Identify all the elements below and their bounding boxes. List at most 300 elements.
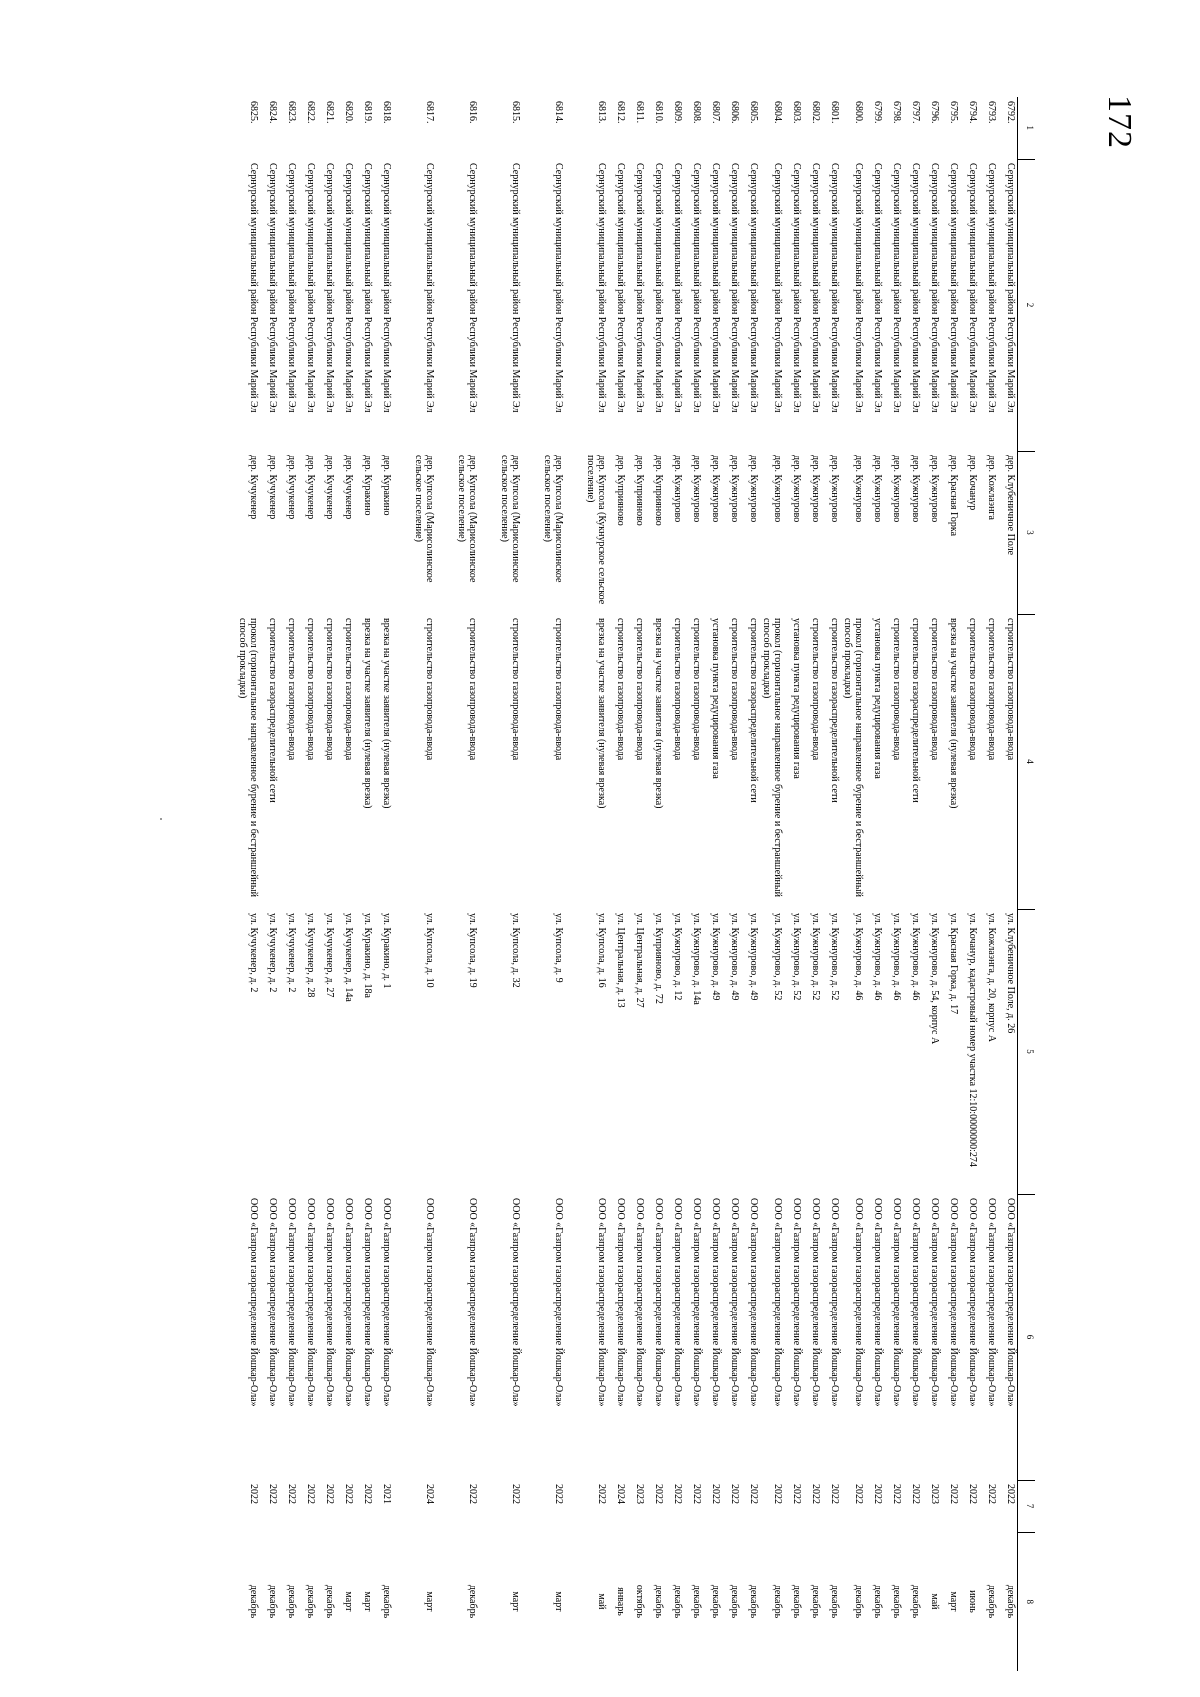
gasification-schedule-table [236,97,1035,1671]
district-cell: Сернурский муниципальный район Республики Марий Эл [343,163,354,413]
table-row [608,97,627,1671]
organization-cell: ООО «Газпром газораспределение Йошкар-Ола» [634,1198,645,1407]
year-cell: 2022 [948,1484,959,1504]
work-type-cell: строительство газораспределительной сети [910,618,921,803]
organization-cell: ООО «Газпром газораспределение Йошкар-Ола» [1005,1198,1016,1407]
table-row [298,97,317,1671]
row-number: 6819. [362,101,373,124]
settlement-cell: дер. Кужнурово [872,455,883,523]
organization-cell: ООО «Газпром газораспределение Йошкар-Ола» [553,1198,564,1407]
work-type-cell: прокол (горизонтальное направленное бурение и бестраншейный способ прокладки) [761,618,783,897]
table-row [565,97,608,1671]
settlement-cell: дер. Кужнурово [829,455,840,523]
year-cell: 2023 [634,1484,645,1504]
settlement-cell: дер. Кужнурово [672,455,683,523]
settlement-cell: дер. Куракино [381,455,392,516]
address-cell: ул. Куприяново, д. 72 [653,913,664,1004]
row-number: 6805. [748,101,759,124]
district-cell: Сернурский муниципальный район Республики Марий Эл [324,163,335,413]
work-type-cell: строительство газопровода-ввода [305,618,316,761]
row-number: 6814. [553,101,564,124]
organization-cell: ООО «Газпром газораспределение Йошкар-Ола» [948,1198,959,1407]
address-cell: ул. Кужнурово, д. 12 [672,913,683,1001]
work-type-cell: установка пункта редуцирования газа [791,618,802,779]
month-cell: декабрь [872,1584,883,1619]
month-cell: декабрь [829,1584,840,1619]
address-cell: ул. Кожлаэнга, д. 20, корпус А [986,913,997,1042]
work-type-cell: строительство газопровода-ввода [986,618,997,761]
table-row [236,97,260,1671]
year-cell: 2022 [553,1484,564,1504]
year-cell: 2022 [467,1484,478,1504]
address-cell: ул. Кучукенер, д. 2 [248,913,259,993]
month-cell: декабрь [467,1584,478,1619]
settlement-cell: дер. Кужнурово [810,455,821,523]
address-cell: ул. Центральная, д. 27 [634,913,645,1008]
row-number: 6808. [691,101,702,124]
table-row [355,97,374,1671]
organization-cell: ООО «Газпром газораспределение Йошкар-Ола» [362,1198,373,1407]
year-cell: 2022 [729,1484,740,1504]
month-cell: декабрь [381,1584,392,1619]
district-cell: Сернурский муниципальный район Республики Марий Эл [791,163,802,413]
address-cell: ул. Красная Горка, д. 17 [948,913,959,1015]
row-number: 6811. [634,101,645,124]
row-number: 6806. [729,101,740,124]
district-cell: Сернурский муниципальный район Республики Марий Эл [467,163,478,413]
year-cell: 2022 [748,1484,759,1504]
table-row [941,97,960,1671]
table-row [741,97,760,1671]
year-cell: 2022 [362,1484,373,1504]
organization-cell: ООО «Газпром газораспределение Йошкар-Ола» [829,1198,840,1407]
settlement-cell: дер. Красная Горка [948,455,959,537]
district-cell: Сернурский муниципальный район Республики Марий Эл [248,163,259,413]
row-number: 6798. [891,101,902,124]
district-cell: Сернурский муниципальный район Республики Марий Эл [772,163,783,413]
work-type-cell: врезка на участке заявителя (нулевая врезка) [596,618,607,809]
district-cell: Сернурский муниципальный район Республики Марий Эл [691,163,702,413]
organization-cell: ООО «Газпром газораспределение Йошкар-Ола» [929,1198,940,1407]
settlement-cell: дер. Кужнурово [772,455,783,523]
address-cell: ул. Кужнурово, д. 49 [748,913,759,1001]
district-cell: Сернурский муниципальный район Республики Марий Эл [424,163,435,413]
settlement-cell: дер. Кучукенер [286,455,297,520]
settlement-cell: дер. Кужнурово [853,455,864,523]
district-cell: Сернурский муниципальный район Республики Марий Эл [948,163,959,413]
month-cell: декабрь [672,1584,683,1619]
table-row [998,97,1018,1671]
organization-cell: ООО «Газпром газораспределение Йошкар-Ола» [615,1198,626,1407]
district-cell: Сернурский муниципальный район Республики Марий Эл [853,163,864,413]
organization-cell: ООО «Газпром газораспределение Йошкар-Ола» [467,1198,478,1407]
month-cell: июнь [967,1590,978,1613]
district-cell: Сернурский муниципальный район Республики Марий Эл [634,163,645,413]
organization-cell: ООО «Газпром газораспределение Йошкар-Ола» [424,1198,435,1407]
table-row [841,97,865,1671]
month-cell: март [362,1591,373,1612]
row-number: 6823. [286,101,297,124]
work-type-cell: строительство газопровода-ввода [553,618,564,761]
table-row [393,97,436,1671]
month-cell: май [596,1593,607,1610]
settlement-cell: дер. Кочанур [967,455,978,511]
table-row [922,97,941,1671]
month-cell: декабрь [710,1584,721,1619]
month-cell: март [510,1591,521,1612]
work-type-cell: прокол (горизонтальное направленное бурение и бестраншейный способ прокладки) [842,618,864,897]
district-cell: Сернурский муниципальный район Республики Марий Эл [1005,163,1016,413]
table-row [722,97,741,1671]
district-cell: Сернурский муниципальный район Республики Марий Эл [615,163,626,413]
row-number: 6809. [672,101,683,124]
address-cell: ул. Купсола, д. 16 [596,913,607,988]
address-cell: ул. Кучукенер, д. 14а [343,913,354,1002]
row-number: 6810. [653,101,664,124]
work-type-cell: строительство газораспределительной сети [748,618,759,803]
work-type-cell: строительство газопровода-ввода [691,618,702,761]
work-type-cell: установка пункта редуцирования газа [710,618,721,779]
address-cell: ул. Кужнурово, д. 52 [791,913,802,1001]
address-cell: ул. Кужнурово, д. 46 [853,913,864,1001]
table-row [436,97,479,1671]
work-type-cell: строительство газопровода-ввода [615,618,626,761]
table-row [903,97,922,1671]
row-number: 6821. [324,101,335,124]
address-cell: ул. Купсола, д. 32 [510,913,521,988]
month-cell: декабрь [772,1584,783,1619]
year-cell: 2022 [710,1484,721,1504]
settlement-cell: дер. Кужнурово [791,455,802,523]
settlement-cell: дер. Кучукенер [305,455,316,520]
address-cell: ул. Кучукенер, д. 2 [286,913,297,993]
work-type-cell: строительство газопровода-ввода [286,618,297,761]
month-cell: декабрь [305,1584,316,1619]
district-cell: Сернурский муниципальный район Республики Марий Эл [967,163,978,413]
address-cell: ул. Куракино, д. 18а [362,913,373,998]
work-type-cell: строительство газопровода-ввода [672,618,683,761]
row-number: 6813. [596,101,607,124]
settlement-cell: дер. Кожлаэнга [986,455,997,520]
district-cell: Сернурский муниципальный район Республики Марий Эл [362,163,373,413]
row-number: 6792. [1005,101,1016,124]
year-cell: 2021 [381,1484,392,1504]
address-cell: ул. Кужнурово, д. 52 [772,913,783,1001]
work-type-cell: строительство газопровода-ввода [324,618,335,761]
month-cell: декабрь [691,1584,702,1619]
table-row [884,97,903,1671]
row-number: 6822. [305,101,316,124]
organization-cell: ООО «Газпром газораспределение Йошкар-Ола» [791,1198,802,1407]
table-header-row [1018,97,1036,1671]
address-cell: ул. Кужнурово, д. 49 [710,913,721,1001]
row-number: 6803. [791,101,802,124]
table-row [627,97,646,1671]
table-row [522,97,565,1671]
table-row [479,97,522,1671]
settlement-cell: дер. Купсола (Марисолинское сельское поселение) [413,455,435,583]
table-row [979,97,998,1671]
address-cell: ул. Купсола, д. 10 [424,913,435,988]
work-type-cell: строительство газопровода-ввода [729,618,740,761]
table-row [279,97,298,1671]
year-cell: 2022 [267,1484,278,1504]
month-cell: декабрь [910,1584,921,1619]
header-cell: 1 [1018,97,1036,159]
organization-cell: ООО «Газпром газораспределение Йошкар-Ола» [286,1198,297,1407]
month-cell: октябрь [634,1584,645,1619]
address-cell: ул. Кужнурово, д. 52 [810,913,821,1001]
year-cell: 2022 [324,1484,335,1504]
month-cell: декабрь [729,1584,740,1619]
row-number: 6816. [467,101,478,124]
settlement-cell: дер. Купсола (Кукнурское сельское поселение) [585,455,607,605]
year-cell: 2022 [1005,1484,1016,1504]
year-cell: 2022 [691,1484,702,1504]
district-cell: Сернурский муниципальный район Республики Марий Эл [748,163,759,413]
organization-cell: ООО «Газпром газораспределение Йошкар-Ола» [672,1198,683,1407]
row-number: 6824. [267,101,278,124]
year-cell: 2022 [772,1484,783,1504]
row-number: 6801. [829,101,840,124]
work-type-cell: строительство газопровода-ввода [343,618,354,761]
address-cell: ул. Куракино, д. 1 [381,913,392,989]
month-cell: декабрь [286,1584,297,1619]
work-type-cell: строительство газопровода-ввода [1005,618,1016,761]
settlement-cell: дер. Кужнурово [748,455,759,523]
settlement-cell: дер. Кужнурово [691,455,702,523]
settlement-cell: дер. Куракино [362,455,373,516]
year-cell: 2023 [929,1484,940,1504]
organization-cell: ООО «Газпром газораспределение Йошкар-Ола» [910,1198,921,1407]
organization-cell: ООО «Газпром газораспределение Йошкар-Ола» [772,1198,783,1407]
settlement-cell: дер. Кучукенер [343,455,354,520]
work-type-cell: строительство газопровода-ввода [424,618,435,761]
address-cell: ул. Кужнурово, д. 14а [691,913,702,1005]
table-row [960,97,979,1671]
settlement-cell: дер. Куприяново [615,455,626,526]
month-cell: декабрь [748,1584,759,1619]
work-type-cell: строительство газопровода-ввода [510,618,521,761]
settlement-cell: дер. Кужнурово [729,455,740,523]
month-cell: март [424,1591,435,1612]
row-number: 6817. [424,101,435,124]
row-number: 6825. [248,101,259,124]
month-cell: декабрь [791,1584,802,1619]
address-cell: ул. Кужнурово, д. 46 [872,913,883,1001]
table-row [703,97,722,1671]
year-cell: 2022 [967,1484,978,1504]
table-row [646,97,665,1671]
organization-cell: ООО «Газпром газораспределение Йошкар-Ола» [343,1198,354,1407]
row-number: 6797. [910,101,921,124]
organization-cell: ООО «Газпром газораспределение Йошкар-Ола» [381,1198,392,1407]
settlement-cell: дер. Купсола (Марисолинское сельское поселение) [542,455,564,583]
year-cell: 2024 [424,1484,435,1504]
table-row [684,97,703,1671]
work-type-cell: строительство газопровода-ввода [467,618,478,761]
header-cell: 6 [1018,1194,1036,1480]
work-type-cell: строительство газопровода-ввода [967,618,978,761]
year-cell: 2024 [615,1484,626,1504]
work-type-cell: строительство газораспределительной сети [829,618,840,803]
table-row [822,97,841,1671]
settlement-cell: дер. Купсола (Марисолинское сельское поселение) [499,455,521,583]
month-cell: декабрь [267,1584,278,1619]
year-cell: 2022 [286,1484,297,1504]
settlement-cell: дер. Клубеничное Поле [1005,455,1016,556]
header-cell: 2 [1018,159,1036,451]
district-cell: Сернурский муниципальный район Республики Марий Эл [729,163,740,413]
table-row [336,97,355,1671]
table-row [260,97,279,1671]
organization-cell: ООО «Газпром газораспределение Йошкар-Ола» [267,1198,278,1407]
month-cell: декабрь [248,1584,259,1619]
organization-cell: ООО «Газпром газораспределение Йошкар-Ола» [510,1198,521,1407]
address-cell: ул. Кужнурово, д. 46 [910,913,921,1001]
settlement-cell: дер. Кучукенер [267,455,278,520]
month-cell: декабрь [324,1584,335,1619]
row-number: 6799. [872,101,883,124]
district-cell: Сернурский муниципальный район Республики Марий Эл [910,163,921,413]
work-type-cell: установка пункта редуцирования газа [872,618,883,779]
address-cell: ул. Кучукенер, д. 28 [305,913,316,998]
settlement-cell: дер. Кучукенер [248,455,259,520]
address-cell: ул. Центральная, д. 13 [615,913,626,1008]
address-cell: ул. Кучукенер, д. 2 [267,913,278,993]
table-row [784,97,803,1671]
table-row [760,97,784,1671]
table-row [803,97,822,1671]
settlement-cell: дер. Куприяново [634,455,645,526]
row-number: 6812. [615,101,626,124]
district-cell: Сернурский муниципальный район Республики Марий Эл [267,163,278,413]
settlement-cell: дер. Купсола (Марисолинское сельское поселение) [456,455,478,583]
address-cell: ул. Клубеничное Поле, д. 26 [1005,913,1016,1034]
district-cell: Сернурский муниципальный район Республики Марий Эл [596,163,607,413]
month-cell: декабрь [653,1584,664,1619]
settlement-cell: дер. Кужнурово [710,455,721,523]
table-body [236,97,1018,1671]
year-cell: 2022 [829,1484,840,1504]
row-number: 6820. [343,101,354,124]
header-cell: 7 [1018,1480,1036,1532]
organization-cell: ООО «Газпром газораспределение Йошкар-Ола» [324,1198,335,1407]
year-cell: 2022 [810,1484,821,1504]
work-type-cell: строительство газопровода-ввода [810,618,821,761]
address-cell: ул. Кужнурово, д. 49 [729,913,740,1001]
month-cell: май [929,1593,940,1610]
work-type-cell: врезка на участке заявителя (нулевая врезка) [381,618,392,809]
district-cell: Сернурский муниципальный район Республики Марий Эл [286,163,297,413]
organization-cell: ООО «Газпром газораспределение Йошкар-Ола» [305,1198,316,1407]
row-number: 6802. [810,101,821,124]
district-cell: Сернурский муниципальный район Республики Марий Эл [510,163,521,413]
year-cell: 2022 [853,1484,864,1504]
month-cell: март [948,1591,959,1612]
row-number: 6815. [510,101,521,124]
year-cell: 2022 [986,1484,997,1504]
district-cell: Сернурский муниципальный район Республики Марий Эл [653,163,664,413]
month-cell: декабрь [986,1584,997,1619]
address-cell: ул. Кужнурово, д. 46 [891,913,902,1001]
district-cell: Сернурский муниципальный район Республики Марий Эл [810,163,821,413]
settlement-cell: дер. Кучукенер [324,455,335,520]
work-type-cell: прокол (горизонтальное направленное бурение и бестраншейный способ прокладки) [237,618,259,897]
district-cell: Сернурский муниципальный район Республики Марий Эл [929,163,940,413]
year-cell: 2022 [672,1484,683,1504]
rotated-table-area [193,97,1035,1671]
year-cell: 2022 [910,1484,921,1504]
district-cell: Сернурский муниципальный район Республики Марий Эл [872,163,883,413]
year-cell: 2022 [891,1484,902,1504]
year-cell: 2022 [653,1484,664,1504]
work-type-cell: строительство газораспределительной сети [267,618,278,803]
district-cell: Сернурский муниципальный район Республики Марий Эл [829,163,840,413]
organization-cell: ООО «Газпром газораспределение Йошкар-Ола» [891,1198,902,1407]
header-cell: 5 [1018,909,1036,1194]
organization-cell: ООО «Газпром газораспределение Йошкар-Ола» [967,1198,978,1407]
row-number: 6796. [929,101,940,124]
work-type-cell: строительство газопровода-ввода [891,618,902,761]
settlement-cell: дер. Кужнурово [891,455,902,523]
address-cell: ул. Купсола, д. 19 [467,913,478,988]
district-cell: Сернурский муниципальный район Республики Марий Эл [891,163,902,413]
year-cell: 2022 [872,1484,883,1504]
row-number: 6795. [948,101,959,124]
organization-cell: ООО «Газпром газораспределение Йошкар-Ола» [653,1198,664,1407]
year-cell: 2022 [343,1484,354,1504]
settlement-cell: дер. Кужнурово [929,455,940,523]
district-cell: Сернурский муниципальный район Республики Марий Эл [381,163,392,413]
organization-cell: ООО «Газпром газораспределение Йошкар-Ола» [986,1198,997,1407]
header-cell: 4 [1018,614,1036,909]
organization-cell: ООО «Газпром газораспределение Йошкар-Ола» [872,1198,883,1407]
year-cell: 2022 [248,1484,259,1504]
month-cell: январь [615,1587,626,1616]
work-type-cell: строительство газопровода-ввода [634,618,645,761]
district-cell: Сернурский муниципальный район Республики Марий Эл [553,163,564,413]
table-row [317,97,336,1671]
row-number: 6800. [853,101,864,124]
address-cell: ул. Кужнурово, д. 54, корпус А [929,913,940,1045]
address-cell: ул. Кочанур, кадастровый номер участка 12:10:0000000:274 [967,913,978,1167]
month-cell: декабрь [810,1584,821,1619]
organization-cell: ООО «Газпром газораспределение Йошкар-Ола» [691,1198,702,1407]
address-cell: ул. Кужнурово, д. 52 [829,913,840,1001]
row-number: 6804. [772,101,783,124]
table-row [865,97,884,1671]
month-cell: декабрь [853,1584,864,1619]
work-type-cell: строительство газопровода-ввода [929,618,940,761]
work-type-cell: врезка на участке заявителя (нулевая врезка) [653,618,664,809]
address-cell: ул. Кучукенер, д. 27 [324,913,335,998]
month-cell: декабрь [1005,1584,1016,1619]
year-cell: 2022 [510,1484,521,1504]
district-cell: Сернурский муниципальный район Республики Марий Эл [672,163,683,413]
row-number: 6818. [381,101,392,124]
organization-cell: ООО «Газпром газораспределение Йошкар-Ола» [810,1198,821,1407]
district-cell: Сернурский муниципальный район Республики Марий Эл [710,163,721,413]
organization-cell: ООО «Газпром газораспределение Йошкар-Ола» [748,1198,759,1407]
organization-cell: ООО «Газпром газораспределение Йошкар-Ола» [596,1198,607,1407]
month-cell: декабрь [891,1584,902,1619]
organization-cell: ООО «Газпром газораспределение Йошкар-Ола» [729,1198,740,1407]
organization-cell: ООО «Газпром газораспределение Йошкар-Ола» [248,1198,259,1407]
header-cell: 8 [1018,1532,1036,1671]
row-number: 6807. [710,101,721,124]
year-cell: 2022 [596,1484,607,1504]
